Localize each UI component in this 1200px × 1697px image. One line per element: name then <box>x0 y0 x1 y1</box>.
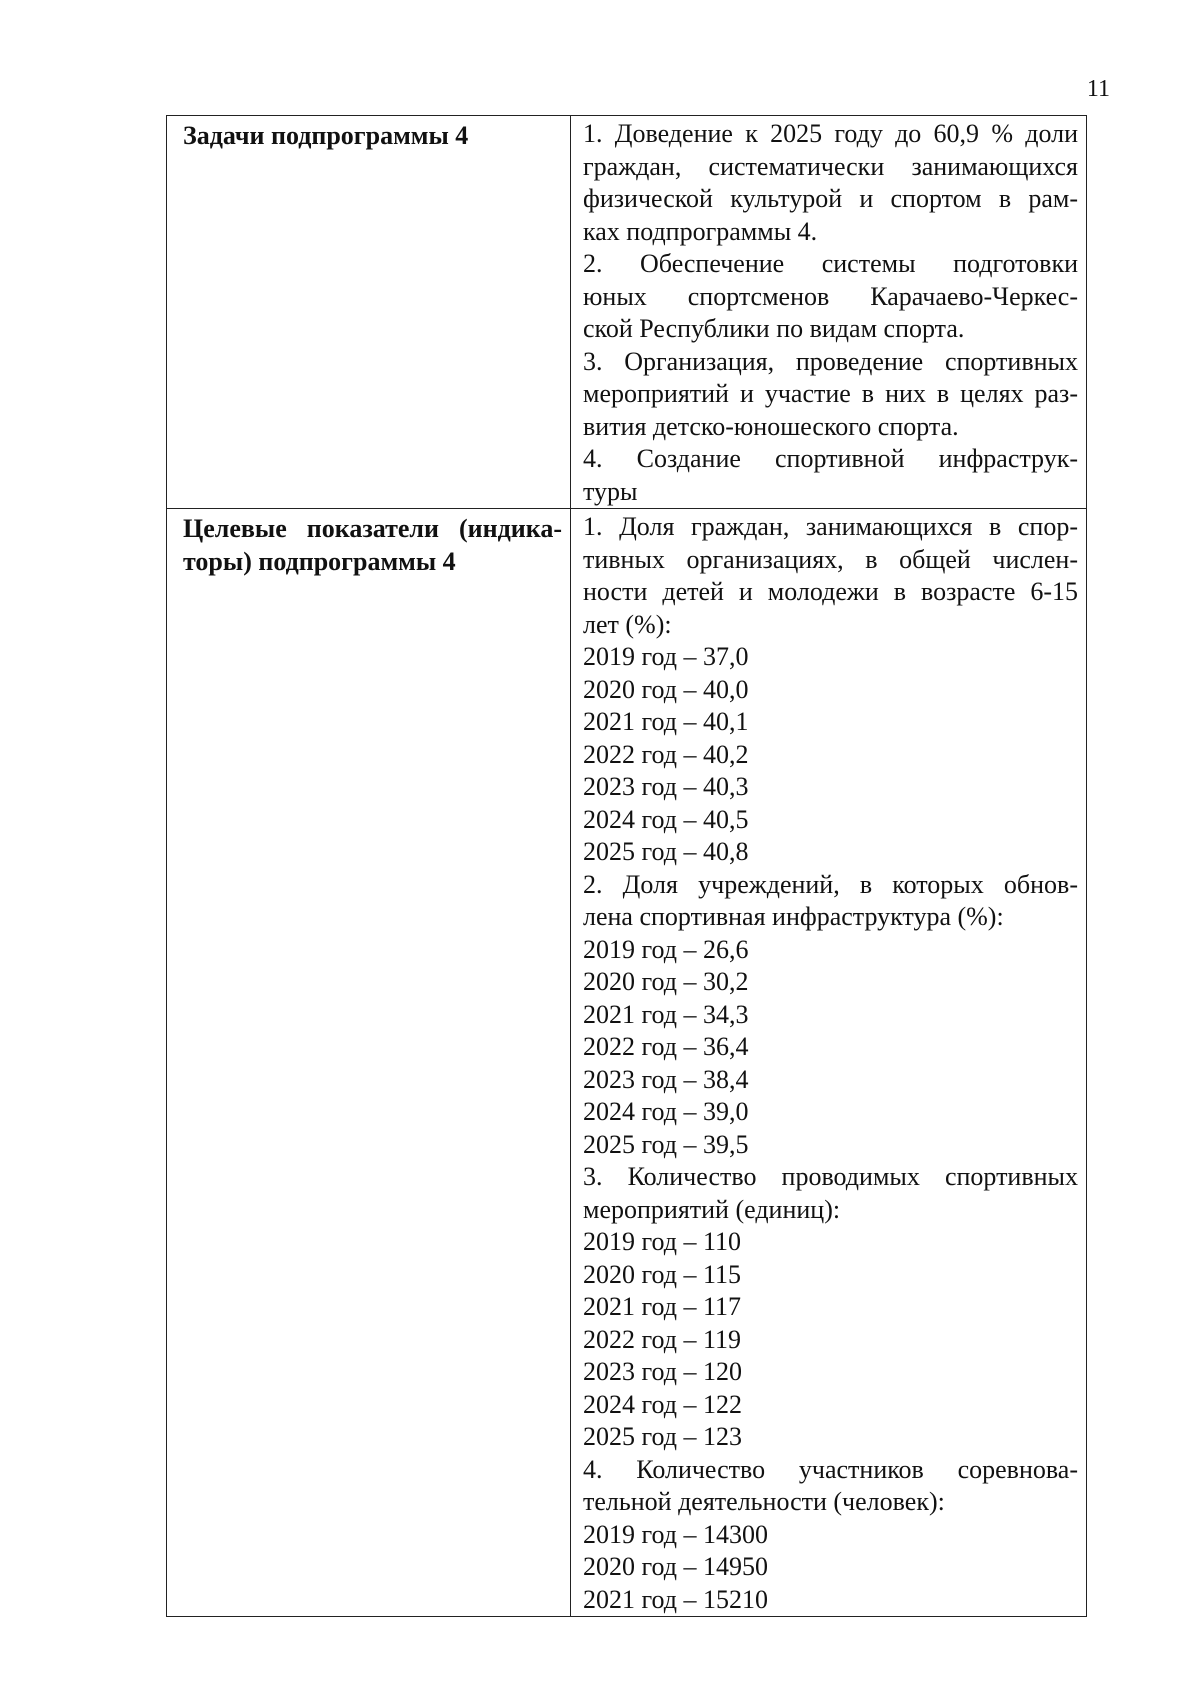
subprogram-table <box>166 115 1087 1617</box>
indicators-text-line: 2024 год – 40,5 <box>583 804 749 834</box>
tasks-text-line: юных спортсменов Карачаево-Черкес- <box>583 281 1078 311</box>
tasks-text-line: 1. Доведение к 2025 году до 60,9 % доли <box>583 119 1078 148</box>
tasks-text-line: физической культурой и спортом в рам- <box>583 184 1078 213</box>
indicators-text-line: 2021 год – 15210 <box>583 1584 768 1614</box>
tasks-text-line: туры <box>583 476 638 506</box>
table-row-tasks <box>167 116 1087 509</box>
indicators-text-line: 2024 год – 39,0 <box>583 1097 749 1126</box>
tasks-text-line: 3. Организация, проведение спортивных <box>583 346 1078 376</box>
indicators-text-line: 2019 год – 110 <box>583 1227 742 1256</box>
indicators-text-line: 3. Количество проводимых спортивных <box>583 1162 1078 1191</box>
indicators-text-line: тельной деятельности (человек): <box>583 1487 945 1516</box>
indicators-text-line: ности детей и молодежи в возрасте 6-15 <box>583 577 1078 606</box>
tasks-text-line: граждан, систематически занимающихся <box>583 151 1078 181</box>
indicators-text-line: 2022 год – 119 <box>583 1324 742 1354</box>
row-label-indicators <box>167 509 571 1617</box>
row-content-tasks <box>571 116 1087 509</box>
row-label-text-line: торы) подпрограммы 4 <box>183 546 456 576</box>
indicators-text-line: лена спортивная инфраструктура (%): <box>583 902 1004 931</box>
table-row-indicators <box>167 509 1087 1617</box>
page-number: 11 <box>1086 76 1110 102</box>
indicators-text-line: 2. Доля учреждений, в которых обнов- <box>583 869 1078 899</box>
indicators-text-line: 2020 год – 14950 <box>583 1552 768 1581</box>
indicators-text-line: 2020 год – 115 <box>583 1259 742 1289</box>
tasks-text-line: 2. Обеспечение системы подготовки <box>583 249 1078 278</box>
indicators-text-line: 2019 год – 37,0 <box>583 642 749 671</box>
indicators-text-line: 2020 год – 30,2 <box>583 967 749 996</box>
tasks-text-line: ской Республики по видам спорта. <box>583 314 965 343</box>
row-label-tasks <box>167 116 571 509</box>
indicators-text-line: 2022 год – 40,2 <box>583 739 749 769</box>
tasks-text-line: вития детско-юношеского спорта. <box>583 411 959 441</box>
indicators-text-line: 2021 год – 40,1 <box>583 707 749 736</box>
indicators-text-line: 2025 год – 39,5 <box>583 1129 749 1159</box>
indicators-text-line: 2025 год – 40,8 <box>583 837 749 866</box>
indicators-text-line: 2019 год – 26,6 <box>583 934 749 964</box>
tasks-text-line: мероприятий и участие в них в целях раз- <box>583 379 1078 408</box>
indicators-text-line: 2023 год – 120 <box>583 1357 742 1386</box>
row-label-text: Задачи подпрограммы 4 <box>183 121 469 150</box>
indicators-text-line: 2021 год – 34,3 <box>583 999 749 1029</box>
indicators-text-line: 2022 год – 36,4 <box>583 1032 749 1061</box>
indicators-text-line: лет (%): <box>583 609 672 639</box>
indicators-text-line: 2024 год – 122 <box>583 1389 742 1419</box>
row-content-indicators <box>571 509 1087 1617</box>
indicators-text-line: 2023 год – 40,3 <box>583 772 749 801</box>
tasks-text-line: ках подпрограммы 4. <box>583 216 818 246</box>
indicators-text-line: 2021 год – 117 <box>583 1292 742 1321</box>
indicators-text-line: тивных организациях, в общей числен- <box>583 544 1078 574</box>
row-label-text-line: Целевые показатели (индика- <box>183 514 562 543</box>
indicators-text-line: 2025 год – 123 <box>583 1422 742 1451</box>
tasks-text-line: 4. Создание спортивной инфраструк- <box>583 444 1078 473</box>
indicators-text-line: 4. Количество участников соревнова- <box>583 1454 1078 1484</box>
indicators-text-line: 2019 год – 14300 <box>583 1519 768 1549</box>
indicators-text-line: 1. Доля граждан, занимающихся в спор- <box>583 512 1078 541</box>
indicators-text-line: 2020 год – 40,0 <box>583 674 749 704</box>
indicators-text-line: мероприятий (единиц): <box>583 1194 841 1224</box>
indicators-text-line: 2023 год – 38,4 <box>583 1064 749 1094</box>
